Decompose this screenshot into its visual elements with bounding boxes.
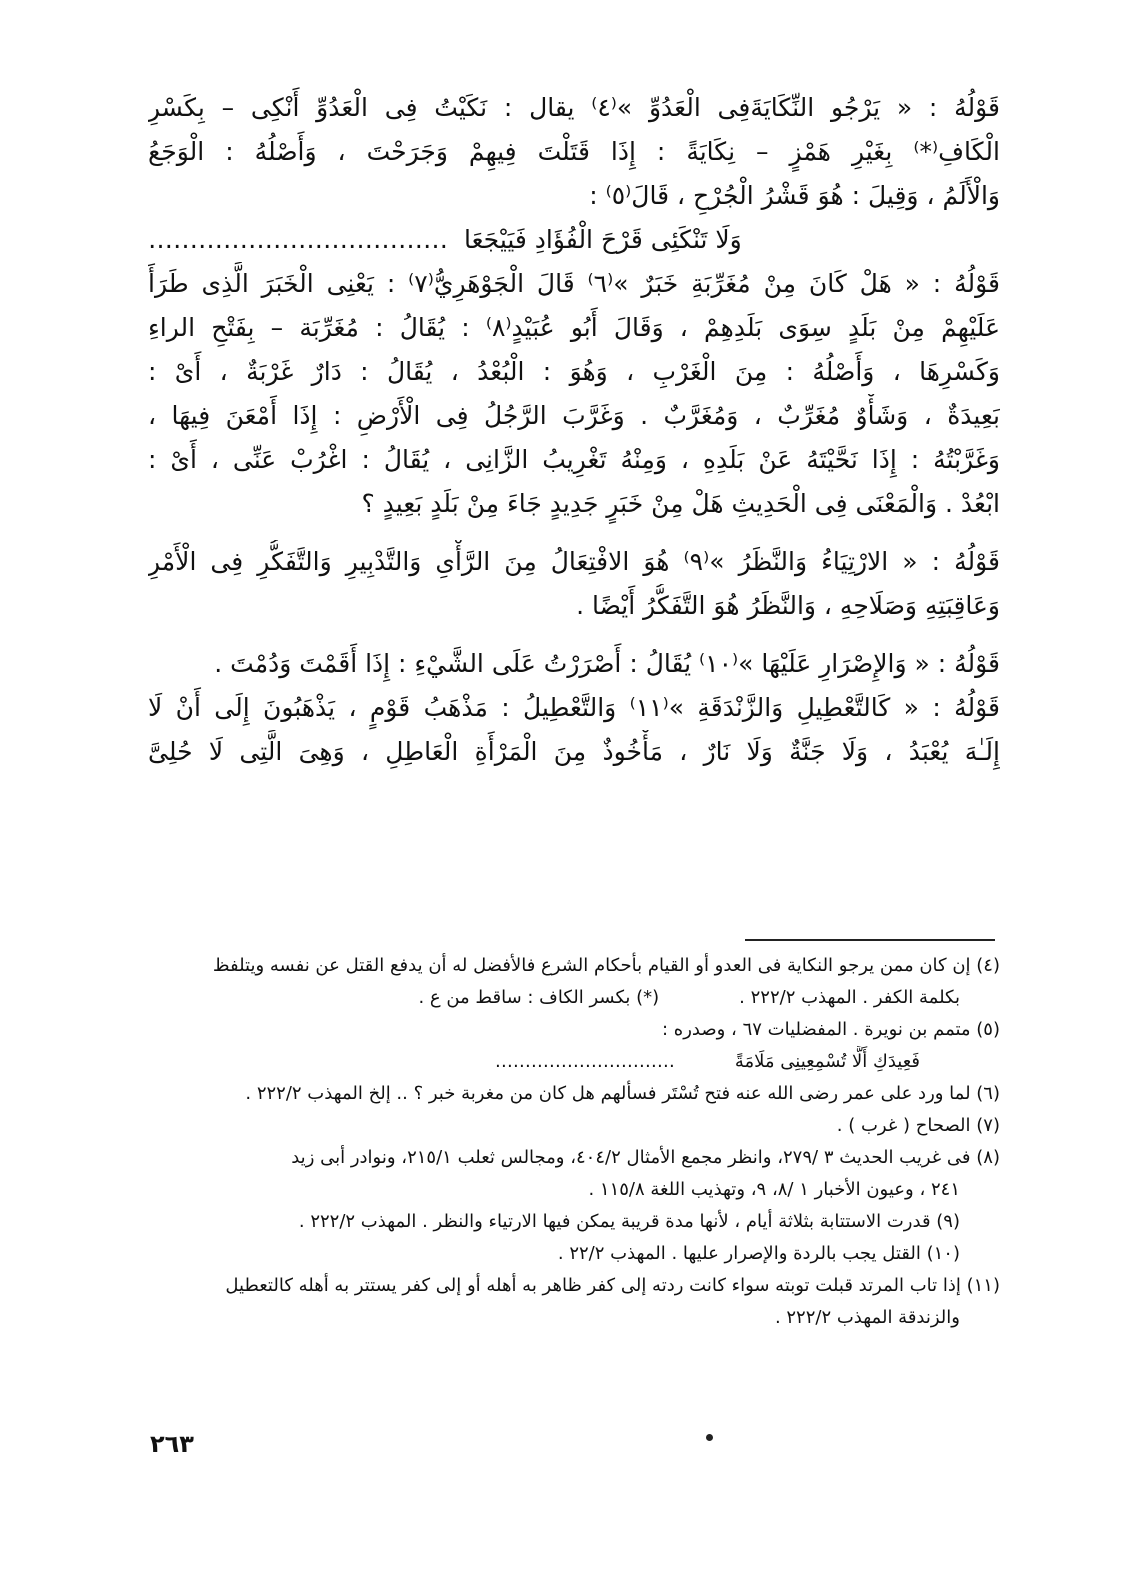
footnote-11-cont: والزندقة المهذب ٢٢٢/٢ .: [774, 1307, 960, 1328]
text-line: قَوْلُهُ : « وَالإِصْرَارِ عَلَيْهَا »⁽١٠⁾ يُقَالُ : أَصْرَرْتُ عَلَى الشَّيْءِ : إِذَا أَقَمْتَ وَدُمْتَ .: [214, 649, 1000, 678]
footnote-4-text: بكلمة الكفر . المهذب ٢٢٢/٢ .: [739, 987, 960, 1008]
footnote-5-verse-text: فَعِيدَكِ أَلَّا تُسْمِعِينِى مَلَامَةً: [734, 1051, 920, 1072]
verse-text: وَلَا تَنْكَئِى قَرْحَ الْفُؤَادِ فَيَيْجَعَا: [464, 225, 742, 254]
footnote-5-dots: …………………………: [494, 1051, 675, 1072]
text-line: قَوْلُهُ : « هَلْ كَانَ مِنْ مُغَرِّبَةِ خَبَرٌ »⁽٦⁾ قَالَ الْجَوْهَرِيُّ⁽٧⁾ : يَعْنِى الْخَبَرَ الَّذِى طَرَأَ: [148, 269, 1000, 298]
footnote-5: (٥) متمم بن نويرة . المفضليات ٦٧ ، وصدره :: [662, 1019, 1000, 1040]
text-line: عَلَيْهِمْ مِنْ بَلَدٍ سِوَى بَلَدِهِمْ ، وَقَالَ أَبُو عُبَيْدٍ⁽٨⁾ : يُقَالُ : مُغَرِّبَة – بِفَتْحِ الراءِ: [148, 313, 1000, 342]
text-line: قَوْلُهُ : « كَالتَّعْطِيلِ وَالزَّنْدَقَةِ »⁽١١⁾ وَالتَّعْطِيلُ : مَذْهَبُ قَوْمٍ ، يَذْهَبُونَ إِلَى أَنْ لَا: [148, 693, 1000, 722]
page-number: ٢٦٣: [150, 1430, 194, 1458]
page-mark: [706, 1434, 713, 1441]
footnote-7: (٧) الصحاح ( غرب ) .: [836, 1115, 1000, 1136]
text-line: إِلَـٰهَ يُعْبَدُ ، وَلَا جَنَّةٌ وَلَا نَارٌ ، مَأْخُوذٌ مِنَ الْمَرْأَةِ الْعَاطِلِ ، وَهِىَ الَّتِى لَا حُلِىَّ: [148, 737, 1000, 766]
footnote-11: (١١) إذا تاب المرتد قبلت توبته سواء كانت ردته إلى كفر ظاهر به أهله أو إلى كفر يستتر به أهله كالتعطيل: [225, 1275, 1000, 1296]
main-text: [148, 86, 1000, 774]
footnote-6: (٦) لما ورد على عمر رضى الله عنه فتح تُسْتَر فسألهم هل كان من مغربة خبر ؟ .. إلخ المهذب ٢٢٢/٢ .: [245, 1083, 1000, 1104]
footnote-8: (٨) فى غريب الحديث ٣ /٢٧٩، وانظر مجمع الأمثال ٤٠٤/٢، ومجالس ثعلب ٢١٥/١، ونوادر أبى زيد: [291, 1147, 1000, 1168]
footnote-4: (٤) إن كان ممن يرجو النكاية فى العدو أو القيام بأحكام الشرع فالأفضل له أن يدفع القتل عن نفسه ويتلفظ: [212, 955, 1000, 976]
footnote-9: (٩) قدرت الاستتابة بثلاثة أيام ، لأنها مدة قريبة يمكن فيها الارتياء والنظر . المهذب ٢٢٢/٢ .: [298, 1211, 960, 1232]
footnote-8-cont: ٢٤١ ، وعيون الأخبار ١ /٨، ٩، وتهذيب اللغة ١١٥/٨ .: [588, 1179, 960, 1200]
verse-line: [148, 218, 1000, 262]
footnotes: [155, 950, 1000, 1334]
text-line: وَغَرَّبْتُهُ : إِذَا نَحَّيْتَهُ عَنْ بَلَدِهِ ، وَمِنْهُ تَغْرِيبُ الزَّانِى ، يُقَالُ : اغْرُبْ عَنِّى ، أَىْ :: [148, 445, 1000, 474]
text-line: قَوْلُهُ : « يَرْجُو النِّكَايَةَفِى الْعَدُوِّ »⁽٤⁾ يقال : نَكَيْتُ فِى الْعَدُوِّ أَنْكِى – بِكَسْرِ: [148, 93, 1000, 122]
footnote-separator: [745, 939, 995, 941]
footnote-4-cont: [155, 982, 1000, 1014]
text-line: ابْعُدْ . وَالْمَعْنَى فِى الْحَدِيثِ هَلْ مِنْ خَبَرٍ جَدِيدٍ جَاءَ مِنْ بَلَدٍ بَعِيدٍ ؟: [361, 489, 1000, 518]
footnote-10: (١٠) القتل يجب بالردة والإصرار عليها . المهذب ٢٢/٢ .: [557, 1243, 960, 1264]
verse-dots: ………………………………: [148, 225, 448, 254]
text-line: وَعَاقِبَتِهِ وَصَلَاحِهِ ، وَالنَّظَرُ هُوَ التَّفَكُّرُ أَيْضًا .: [576, 591, 1000, 620]
footnote-5-verse: [155, 1046, 1000, 1078]
text-line: قَوْلُهُ : « الارْتِيَاءُ وَالنَّظَرُ »⁽٩⁾ هُوَ الافْتِعَالُ مِنَ الرَّأْىِ وَالتَّدْبِيرِ وَالتَّفَكُّرِ فِى الْأَمْرِ: [148, 547, 1000, 576]
text-line: الْكَافِ⁽*⁾ بِغَيْرِ هَمْزٍ – نِكَايَةً : إِذَا قَتَلْتَ فِيهِمْ وَجَرَحْتَ ، وَأَصْلُهُ : الْوَجَعُ: [148, 137, 1000, 166]
footnote-star: (*) بكسر الكاف : ساقط من ع .: [418, 987, 660, 1008]
text-line: بَعِيدَةٌ ، وَشَأْوٌ مُغَرِّبٌ ، وَمُغَرَّبٌ . وَغَرَّبَ الرَّجُلُ فِى الْأَرْضِ : إِذَا أَمْعَنَ فِيهَا ،: [148, 401, 1000, 430]
text-line: وَكَسْرِهَا ، وَأَصْلُهُ : مِنَ الْغَرْبِ ، وَهُوَ : الْبُعْدُ ، يُقَالُ : دَارٌ غَرْبَةٌ ، أَىْ :: [148, 357, 1000, 386]
text-line: وَالْأَلَمُ ، وَقِيلَ : هُوَ قَشْرُ الْجُرْحِ ، قَالَ⁽٥⁾ :: [589, 181, 1000, 210]
